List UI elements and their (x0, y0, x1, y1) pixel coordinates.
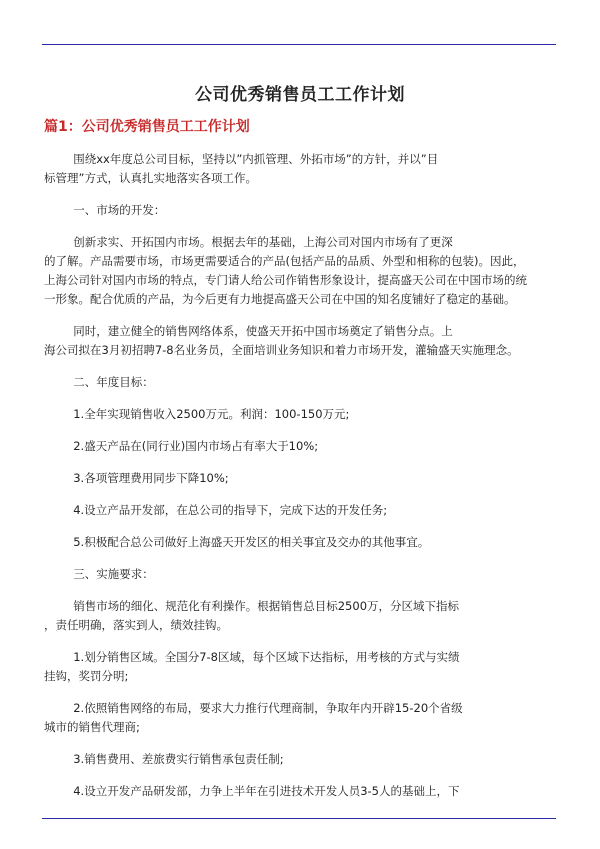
document-body (44, 150, 564, 814)
section-title: 篇1：公司优秀销售员工工作计划 (44, 119, 250, 135)
paragraph-line: 挂钩，奖罚分明; (44, 669, 129, 683)
paragraph (44, 750, 564, 769)
paragraph (44, 565, 564, 584)
paragraph-line: 3.销售费用、差旅费实行销售承包责任制; (44, 752, 284, 766)
paragraph (44, 201, 564, 220)
paragraph-line: 三、实施要求： (44, 567, 154, 581)
paragraph (44, 597, 564, 635)
paragraph-line: 3.各项管理费用同步下降10%; (44, 471, 229, 485)
paragraph-line: 标管理”方式，认真扎实地落实各项工作。 (44, 171, 257, 185)
paragraph (44, 469, 564, 488)
paragraph (44, 437, 564, 456)
paragraph (44, 533, 564, 552)
paragraph (44, 699, 564, 737)
paragraph-line: 围绕xx年度总公司目标，坚持以”内抓管理、外拓市场”的方针，并以”目 (44, 152, 439, 166)
paragraph-line: 5.积极配合总公司做好上海盛天开发区的相关事宜及交办的其他事宜。 (44, 535, 430, 549)
bottom-rule (42, 818, 556, 819)
paragraph-line: ，责任明确，落实到人，绩效挂钩。 (44, 618, 228, 632)
paragraph-line: 1.划分销售区域。全国分7-8区域，每个区域下达指标，用考核的方式与实绩 (44, 650, 460, 664)
paragraph-line: 4.设立产品开发部，在总公司的指导下，完成下达的开发任务; (44, 503, 388, 517)
paragraph-line: 的了解。产品需要市场，市场更需要适合的产品(包括产品的品质、外型和相称的包装)。因此， (44, 254, 525, 268)
paragraph-line: 2.盛天产品在(同行业)国内市场占有率大于10%; (44, 439, 319, 453)
paragraph-line: 1.全年实现销售收入2500万元。利润：100-150万元; (44, 407, 350, 421)
paragraph (44, 373, 564, 392)
paragraph (44, 501, 564, 520)
paragraph-line: 一形象。配合优质的产品，为今后更有力地提高盛天公司在中国的知名度铺好了稳定的基础。 (44, 292, 516, 306)
paragraph-line: 城市的销售代理商; (44, 720, 140, 734)
paragraph-line: 创新求实、开拓国内市场。根据去年的基础，上海公司对国内市场有了更深 (44, 235, 453, 249)
paragraph (44, 782, 564, 801)
paragraph-line: 2.依照销售网络的布局，要求大力推行代理商制，争取年内开辟15-20个省级 (44, 701, 463, 715)
document-title: 公司优秀销售员工工作计划 (195, 85, 405, 105)
paragraph-line: 销售市场的细化、规范化有利操作。根据销售总目标2500万，分区域下指标 (44, 599, 460, 613)
paragraph-line: 上海公司针对国内市场的特点，专门请人给公司作销售形象设计，提高盛天公司在中国市场的统 (44, 273, 527, 287)
paragraph (44, 233, 564, 309)
paragraph (44, 648, 564, 686)
top-rule (42, 44, 556, 45)
paragraph (44, 150, 564, 188)
paragraph-line: 一、市场的开发： (44, 203, 166, 217)
paragraph-line: 同时，建立健全的销售网络体系，使盛天开拓中国市场奠定了销售分点。上 (44, 324, 453, 338)
paragraph-line: 4.设立开发产品研发部，力争上半年在引进技术开发人员3-5人的基础上，下 (44, 784, 460, 798)
paragraph-line: 二、年度目标： (44, 375, 154, 389)
paragraph (44, 405, 564, 424)
paragraph (44, 322, 564, 360)
paragraph-line: 海公司拟在3月初招聘7-8名业务员，全面培训业务知识和着力市场开发，灌输盛天实施理念。 (44, 343, 519, 357)
